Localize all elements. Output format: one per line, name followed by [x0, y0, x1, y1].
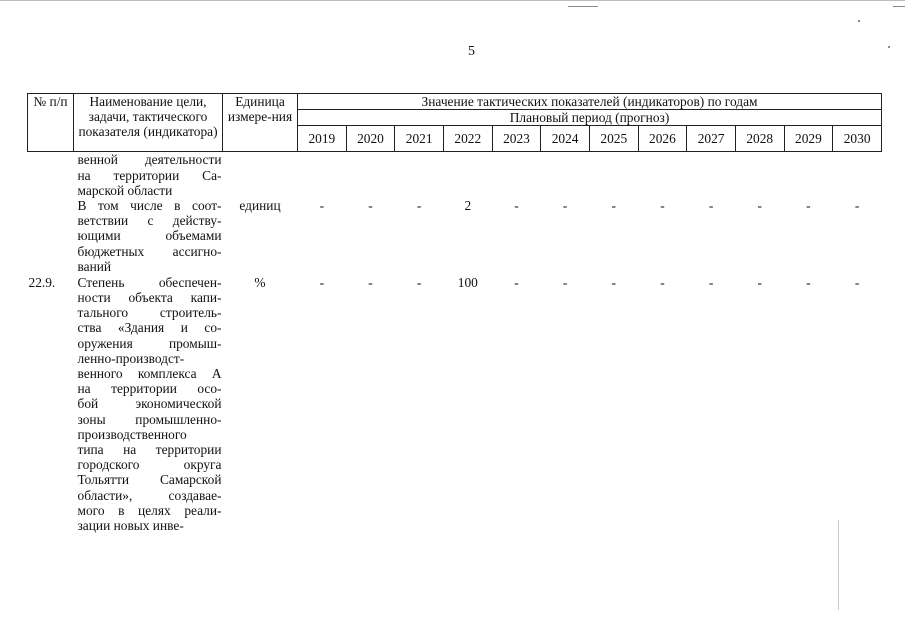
value-cell	[541, 152, 590, 198]
name-line: области», создавае-	[77, 487, 222, 503]
unit-cell: единиц	[239, 197, 281, 213]
name-line: ваний	[77, 258, 112, 274]
header-year: 2020	[346, 126, 395, 152]
value-cell: -	[514, 274, 519, 290]
row-number: 22.9.	[28, 274, 56, 290]
value-cell: -	[806, 197, 811, 213]
value-cell: -	[708, 197, 714, 213]
scan-mark	[568, 6, 598, 7]
value-cell: 2	[464, 197, 472, 213]
value-cell: -	[660, 197, 665, 213]
row-number	[28, 198, 74, 274]
header-values-title: Значение тактических показателей (индикаторов) по годам	[298, 94, 882, 110]
value-cell	[687, 152, 736, 198]
name-line: венного комплекса А	[77, 366, 222, 382]
indicators-table	[27, 93, 882, 533]
name-line: ленно-производст-	[77, 350, 185, 366]
value-cell	[833, 152, 882, 198]
table-header	[28, 94, 882, 152]
table-body	[28, 152, 882, 533]
name-line: бюджетных ассигно-	[77, 243, 222, 259]
value-cell	[395, 152, 444, 198]
scan-mark	[893, 6, 905, 7]
header-year: 2024	[541, 126, 590, 152]
header-year: 2026	[638, 126, 687, 152]
name-line: ности объекта капи-	[77, 290, 222, 306]
name-line: оружения промыш-	[77, 335, 222, 351]
header-year: 2019	[298, 126, 347, 152]
table-row	[28, 152, 882, 198]
value-cell	[589, 152, 638, 198]
value-cell	[443, 152, 492, 198]
value-cell: -	[660, 274, 665, 290]
name-line: мого в целях реали-	[77, 502, 222, 518]
indicator-name	[74, 152, 223, 198]
value-cell: -	[368, 274, 373, 290]
value-cell	[784, 152, 833, 198]
value-cell: -	[319, 274, 325, 290]
indicator-name	[74, 198, 223, 274]
value-cell: -	[854, 274, 860, 290]
header-year: 2025	[589, 126, 638, 152]
name-line: городского округа	[77, 457, 222, 473]
name-line: ющими объемами	[77, 228, 222, 244]
value-cell: -	[854, 197, 860, 213]
header-year: 2029	[784, 126, 833, 152]
header-year: 2028	[735, 126, 784, 152]
unit-cell	[223, 152, 298, 198]
value-cell: -	[562, 197, 568, 213]
header-plan-period: Плановый период (прогноз)	[298, 110, 882, 126]
header-year: 2022	[443, 126, 492, 152]
name-line: типа на территории	[77, 441, 222, 457]
row-number	[28, 152, 74, 198]
value-cell: -	[806, 274, 811, 290]
scan-mark	[888, 46, 890, 48]
name-line: бой экономической	[77, 396, 222, 412]
name-line: ства «Здания и со-	[77, 320, 222, 336]
page-top-border	[0, 0, 905, 1]
name-line: Тольятти Самарской	[77, 472, 222, 488]
value-cell: -	[416, 274, 422, 290]
value-cell: -	[562, 274, 568, 290]
name-line: тального строитель-	[77, 305, 222, 321]
header-year: 2023	[492, 126, 541, 152]
value-cell: -	[757, 197, 762, 213]
name-line: зации новых инве-	[77, 517, 184, 533]
header-num: № п/п	[28, 94, 74, 152]
name-line: ветствии с действу-	[77, 213, 222, 229]
header-unit: Единица измере-ния	[223, 94, 298, 152]
name-line: Степень обеспечен-	[77, 274, 222, 290]
table-row	[28, 274, 882, 533]
indicator-name	[74, 274, 223, 533]
header-year: 2030	[833, 126, 882, 152]
value-cell: -	[708, 274, 714, 290]
value-cell	[346, 152, 395, 198]
name-line: венной деятельности	[77, 152, 222, 168]
value-cell	[492, 152, 541, 198]
name-line: производственного	[77, 426, 187, 442]
name-line: на территории осо-	[77, 381, 222, 397]
table-row	[28, 198, 882, 274]
name-line: зоны промышленно-	[77, 411, 222, 427]
value-cell: -	[416, 197, 422, 213]
unit-cell: %	[254, 274, 266, 290]
scan-mark	[838, 520, 839, 610]
value-cell: -	[514, 197, 519, 213]
value-cell: -	[611, 274, 616, 290]
value-cell: -	[611, 197, 616, 213]
value-cell: -	[319, 197, 325, 213]
value-cell: -	[368, 197, 373, 213]
scan-mark	[858, 20, 860, 22]
value-cell	[298, 152, 347, 198]
value-cell: -	[757, 274, 762, 290]
page-number: 5	[468, 44, 475, 59]
header-name: Наименование цели, задачи, тактического показателя (индикатора)	[74, 94, 223, 152]
value-cell	[638, 152, 687, 198]
header-year: 2027	[687, 126, 736, 152]
name-line: марской области	[77, 182, 173, 198]
header-year: 2021	[395, 126, 444, 152]
name-line: на территории Са-	[77, 167, 222, 183]
name-line: В том числе в соот-	[77, 197, 222, 213]
value-cell: 100	[457, 274, 478, 290]
value-cell	[735, 152, 784, 198]
